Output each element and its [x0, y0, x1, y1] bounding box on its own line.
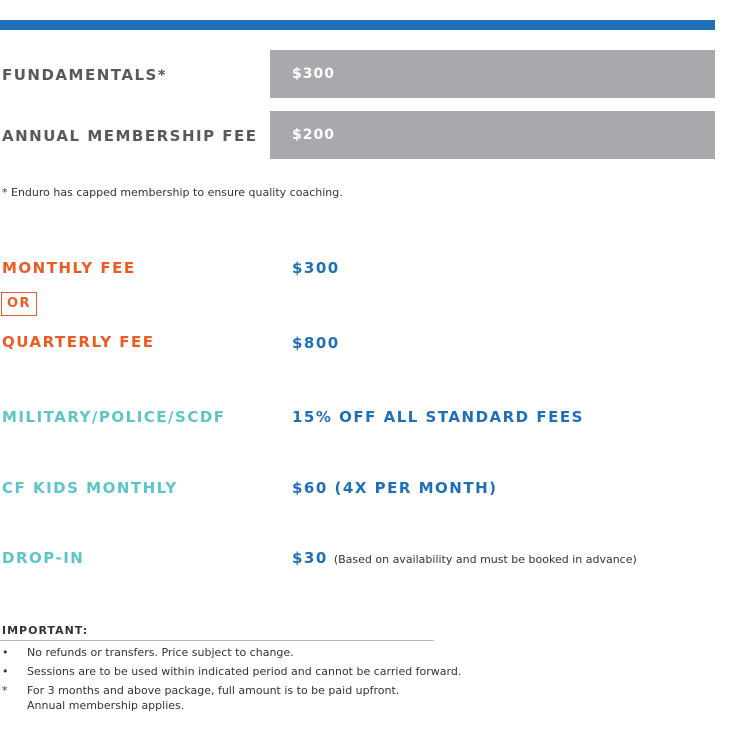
quarterly-fee-label: QUARTERLY FEE: [2, 333, 155, 351]
drop-in-label: DROP-IN: [2, 549, 85, 567]
important-heading: IMPORTANT:: [2, 624, 89, 637]
quarterly-fee-price: $800: [292, 334, 340, 352]
kids-monthly-label: CF KIDS MONTHLY: [2, 479, 178, 497]
important-item-text: No refunds or transfers. Price subject to change.: [27, 646, 294, 659]
military-discount: 15% OFF ALL STANDARD FEES: [292, 408, 584, 426]
monthly-fee-label: MONTHLY FEE: [2, 259, 136, 277]
bullet-icon: •: [2, 665, 9, 678]
annual-membership-price-box: [270, 111, 715, 159]
bullet-icon: •: [2, 646, 9, 659]
top-accent-bar: [0, 20, 715, 30]
fundamentals-price: $300: [292, 66, 335, 82]
drop-in-price: $30: [292, 549, 328, 567]
asterisk-icon: *: [2, 684, 8, 697]
annual-membership-label: ANNUAL MEMBERSHIP FEE: [2, 127, 258, 145]
monthly-fee-price: $300: [292, 259, 340, 277]
drop-in-price-row: [292, 549, 637, 567]
important-item-text: Sessions are to be used within indicated period and cannot be carried forward.: [27, 665, 462, 678]
kids-monthly-price: $60 (4X PER MONTH): [292, 479, 498, 497]
membership-footnote: * Enduro has capped membership to ensure quality coaching.: [2, 186, 343, 199]
important-divider: [0, 640, 434, 641]
military-label: MILITARY/POLICE/SCDF: [2, 408, 226, 426]
annual-membership-price: $200: [292, 127, 335, 143]
drop-in-note: (Based on availability and must be booked in advance): [333, 553, 637, 566]
fundamentals-label: FUNDAMENTALS*: [2, 66, 168, 84]
important-item-text: For 3 months and above package, full amount is to be paid upfront.: [27, 684, 400, 697]
important-item-text-line2: Annual membership applies.: [27, 699, 185, 712]
or-badge: OR: [1, 292, 37, 316]
fundamentals-price-box: [270, 50, 715, 98]
